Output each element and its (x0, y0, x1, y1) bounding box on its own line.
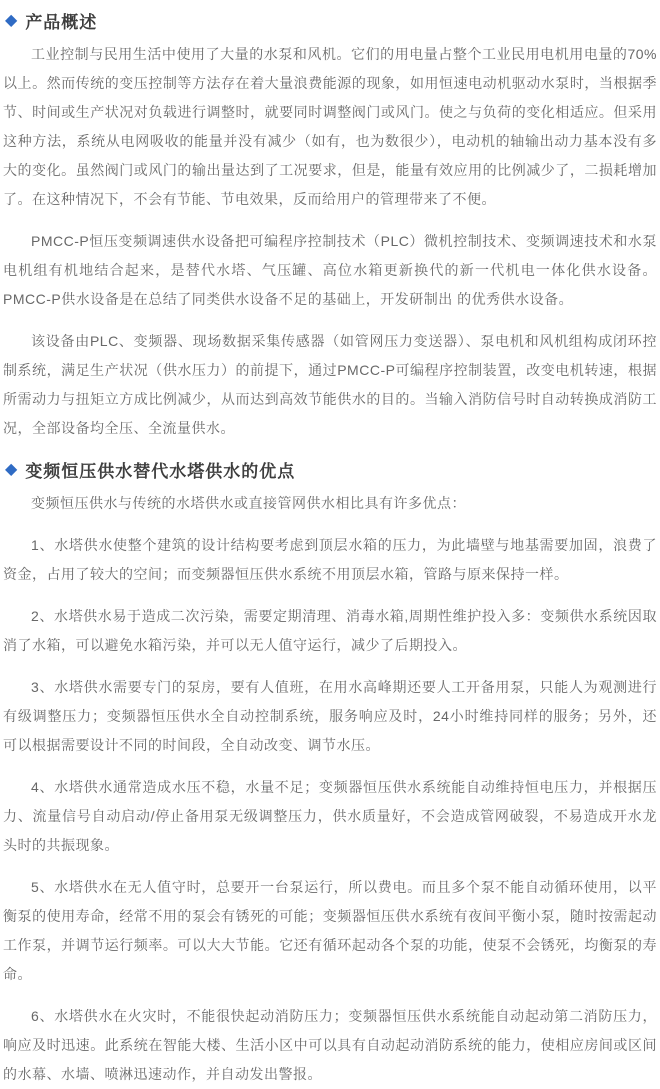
section-title: 产品概述 (25, 13, 98, 32)
section-heading (5, 8, 657, 33)
paragraph: 工业控制与民用生活中使用了大量的水泵和风机。它们的用电量占整个工业民用电机用电量的70%以上。然而传统的变压控制等方法存在着大量浪费能源的现象，如用恒速电动机驱动水泵时，当根据季节、时间或生产状况对负载进行调整时，就要同时调整阀门或风门。使之与负荷的变化相适应。但采用这种方法，系统从电网吸收的能量并没有减少（如有，也为数很少），电动机的轴输出动力基本没有多大的变化。虽然阀门或风门的输出量达到了工况要求，但是，能量有效应用的比例减少了，二损耗增加了。在这种情况下，不会有节能、节电效果，反而给用户的管理带来了不便。 (3, 46, 657, 207)
diamond-icon: ◆ (5, 11, 18, 29)
list-item: 3、水塔供水需要专门的泵房，要有人值班，在用水高峰期还要人工开备用泵，只能人为观测进行有级调整压力；变频器恒压供水全自动控制系统，服务响应及时，24小时维持同样的服务；另外，还可以根据需要设计不同的时间段，全自动改变、调节水压。 (3, 679, 657, 753)
section-title: 变频恒压供水替代水塔供水的优点 (25, 462, 296, 481)
diamond-icon: ◆ (5, 460, 18, 478)
paragraph: 变频恒压供水与传统的水塔供水或直接管网供水相比具有许多优点： (31, 495, 466, 511)
section-advantages (3, 457, 657, 1089)
section-heading (5, 457, 657, 482)
paragraph: 该设备由PLC、变频器、现场数据采集传感器（如管网压力变送器）、泵电机和风机组构成闭环控制系统，满足生产状况（供水压力）的前提下，通过PMCC-P可编程序控制装置，改变电机转速，根据所需动力与扭矩立方成比例减少，从而达到高效节能供水的目的。当输入消防信号时自动转换成消防工况，全部设备均全压、全流量供水。 (3, 333, 657, 436)
list-item: 1、水塔供水使整个建筑的设计结构要考虑到顶层水箱的压力，为此墙壁与地基需要加固，浪费了资金，占用了较大的空间；而变频器恒压供水系统不用顶层水箱，管路与原来保持一样。 (3, 537, 657, 582)
section-product-overview (3, 8, 657, 443)
list-item: 5、水塔供水在无人值守时，总要开一台泵运行，所以费电。而且多个泵不能自动循环使用，以平衡泵的使用寿命，经常不用的泵会有锈死的可能；变频器恒压供水系统有夜间平衡小泵，随时按需起动工作泵，并调节运行频率。可以大大节能。它还有循环起动各个泵的功能，使泵不会锈死，均衡泵的寿命。 (3, 879, 657, 982)
paragraph: PMCC-P恒压变频调速供水设备把可编程序控制技术（PLC）微机控制技术、变频调速技术和水泵电机组有机地结合起来，是替代水塔、气压罐、高位水箱更新换代的新一代机电一体化供水设备。PMCC-P供水设备是在总结了同类供水设备不足的基础上，开发研制出 的优秀供水设备。 (3, 233, 657, 307)
list-item: 6、水塔供水在火灾时，不能很快起动消防压力；变频器恒压供水系统能自动起动第二消防压力，响应及时迅速。此系统在智能大楼、生活小区中可以具有自动起动消防系统的能力，使相应房间或区间的水幕、水墙、喷淋迅速动作，并自动发出警报。 (3, 1008, 657, 1082)
list-item: 4、水塔供水通常造成水压不稳，水量不足；变频器恒压供水系统能自动维持恒电压力，并根据压力、流量信号自动启动/停止备用泵无级调整压力，供水质量好，不会造成管网破裂，不易造成开水龙头时的共振现象。 (3, 779, 657, 853)
list-item: 2、水塔供水易于造成二次污染，需要定期清理、消毒水箱,周期性维护投入多：变频供水系统因取消了水箱，可以避免水箱污染，并可以无人值守运行，减少了后期投入。 (3, 608, 657, 653)
